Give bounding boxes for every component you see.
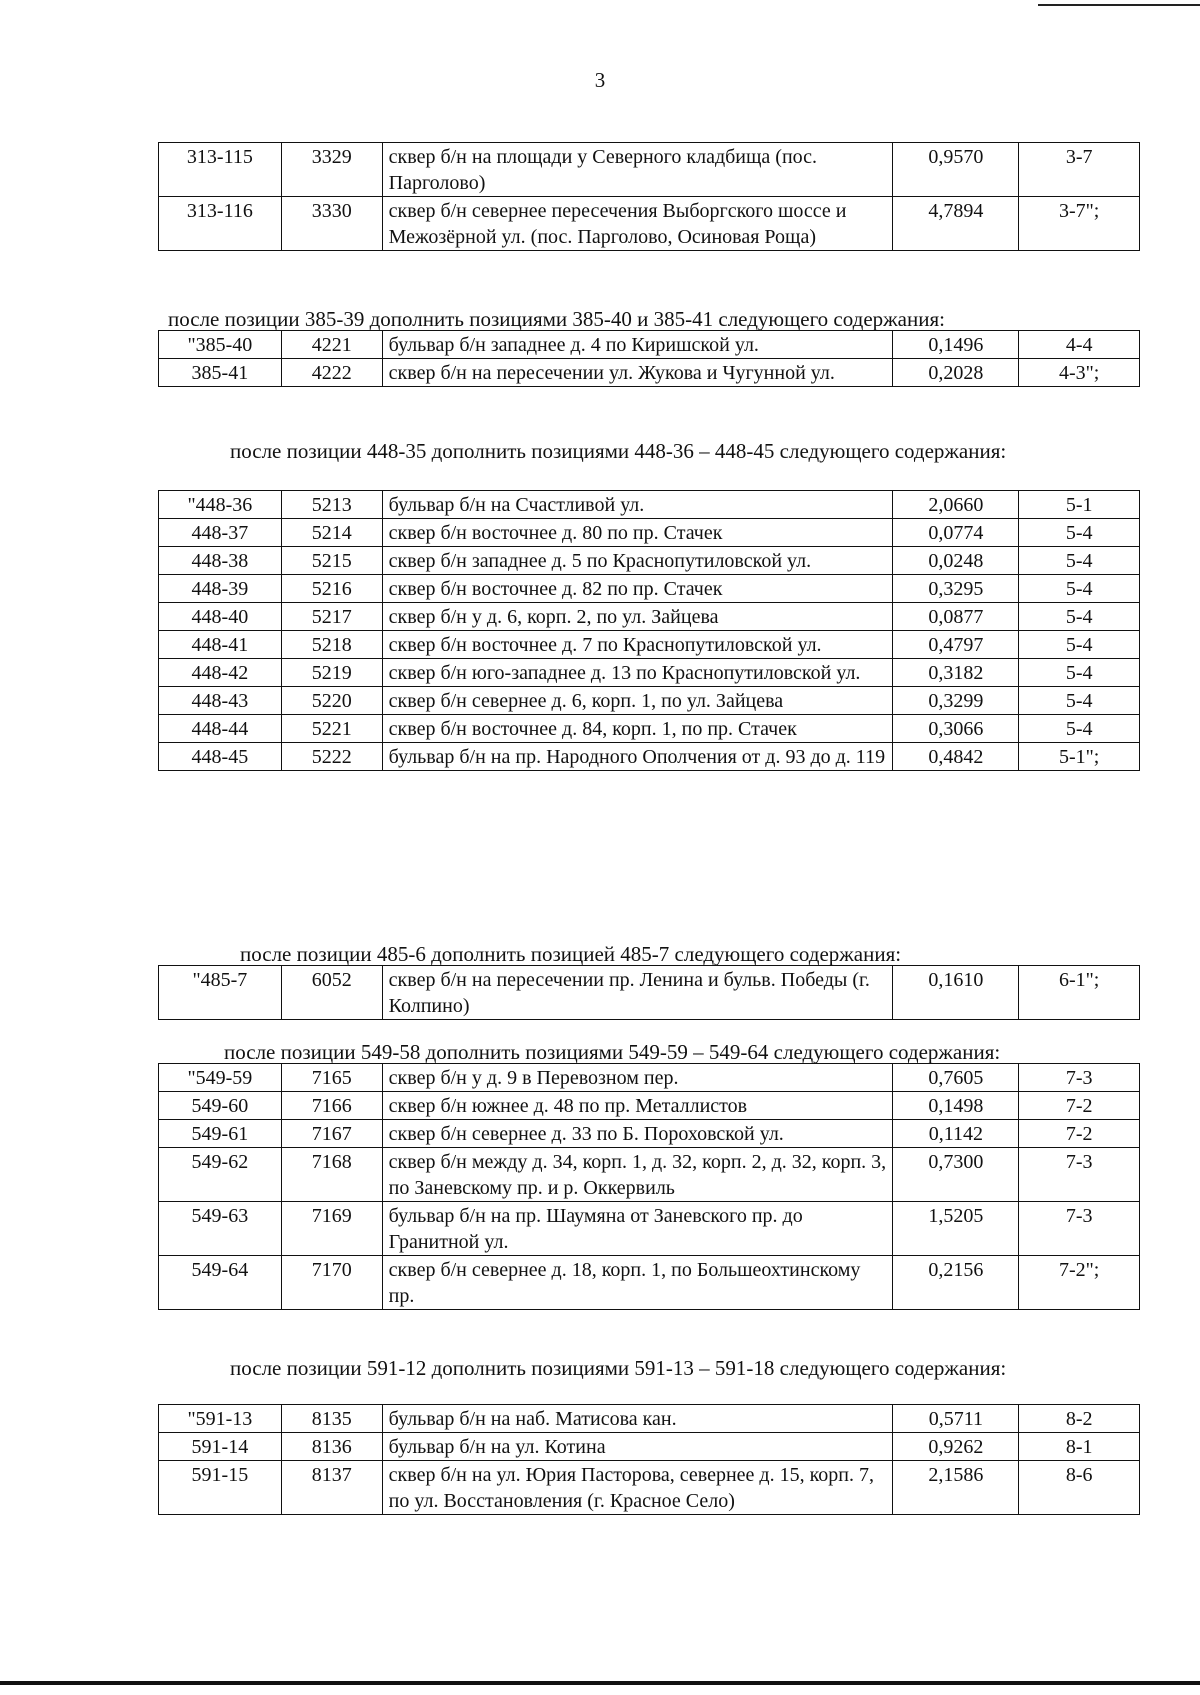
position-cell: 448-42 [159, 659, 282, 687]
table-row [159, 575, 1140, 603]
object-name-cell: бульвар б/н на пр. Шаумяна от Заневского пр. до Гранитной ул. [382, 1202, 893, 1256]
area-cell: 0,0248 [893, 547, 1019, 575]
area-cell: 2,0660 [893, 491, 1019, 519]
zone-cell: 5-4 [1019, 715, 1140, 743]
position-cell: 448-38 [159, 547, 282, 575]
object-number-cell: 7169 [281, 1202, 382, 1256]
object-name-cell: сквер б/н севернее д. 18, корп. 1, по Большеохтинскому пр. [382, 1256, 893, 1310]
object-number-cell: 5222 [281, 743, 382, 771]
object-name-cell: сквер б/н восточнее д. 80 по пр. Стачек [382, 519, 893, 547]
position-cell: 448-40 [159, 603, 282, 631]
object-name-cell: бульвар б/н на Счастливой ул. [382, 491, 893, 519]
object-name-cell: сквер б/н у д. 6, корп. 2, по ул. Зайцева [382, 603, 893, 631]
area-cell: 0,3295 [893, 575, 1019, 603]
area-cell: 0,9570 [893, 143, 1019, 197]
page-number: 3 [594, 68, 606, 92]
area-cell: 0,1142 [893, 1120, 1019, 1148]
zone-cell: 5-4 [1019, 603, 1140, 631]
positions-table-1 [158, 142, 1140, 251]
zone-cell: 5-1"; [1019, 743, 1140, 771]
table-row [159, 743, 1140, 771]
zone-cell: 5-4 [1019, 547, 1140, 575]
table-row [159, 519, 1140, 547]
object-number-cell: 5213 [281, 491, 382, 519]
position-cell: 448-45 [159, 743, 282, 771]
bottom-rule [0, 1681, 1200, 1685]
table-row [159, 603, 1140, 631]
area-cell: 0,4842 [893, 743, 1019, 771]
object-name-cell: сквер б/н у д. 9 в Перевозном пер. [382, 1064, 893, 1092]
position-cell: "549-59 [159, 1064, 282, 1092]
object-number-cell: 4221 [281, 331, 382, 359]
zone-cell: 5-4 [1019, 631, 1140, 659]
area-cell: 0,3299 [893, 687, 1019, 715]
table-row [159, 1064, 1140, 1092]
zone-cell: 7-3 [1019, 1064, 1140, 1092]
object-name-cell: сквер б/н севернее д. 6, корп. 1, по ул. Зайцева [382, 687, 893, 715]
table-row [159, 197, 1140, 251]
table-row [159, 1256, 1140, 1310]
position-cell: 313-116 [159, 197, 282, 251]
area-cell: 0,0774 [893, 519, 1019, 547]
object-name-cell: сквер б/н западнее д. 5 по Краснопутиловской ул. [382, 547, 893, 575]
object-name-cell: бульвар б/н на пр. Народного Ополчения от д. 93 до д. 119 [382, 743, 893, 771]
position-cell: "385-40 [159, 331, 282, 359]
top-rule [1038, 4, 1200, 6]
area-cell: 0,2028 [893, 359, 1019, 387]
position-cell: "485-7 [159, 966, 282, 1020]
area-cell: 0,1610 [893, 966, 1019, 1020]
position-cell: 313-115 [159, 143, 282, 197]
position-cell: 385-41 [159, 359, 282, 387]
object-number-cell: 5215 [281, 547, 382, 575]
object-number-cell: 5218 [281, 631, 382, 659]
object-number-cell: 3330 [281, 197, 382, 251]
instruction-note: после позиции 549-58 дополнить позициями 549-59 – 549-64 следующего содержания: [224, 1040, 1001, 1064]
area-cell: 0,0877 [893, 603, 1019, 631]
area-cell: 0,3182 [893, 659, 1019, 687]
area-cell: 0,7605 [893, 1064, 1019, 1092]
table-row [159, 1461, 1140, 1515]
object-name-cell: сквер б/н южнее д. 48 по пр. Металлистов [382, 1092, 893, 1120]
table-row [159, 1148, 1140, 1202]
table-row [159, 1092, 1140, 1120]
zone-cell: 3-7"; [1019, 197, 1140, 251]
object-name-cell: бульвар б/н на наб. Матисова кан. [382, 1405, 893, 1433]
table-row [159, 1120, 1140, 1148]
object-name-cell: сквер б/н юго-западнее д. 13 по Краснопутиловской ул. [382, 659, 893, 687]
object-number-cell: 8137 [281, 1461, 382, 1515]
zone-cell: 7-2 [1019, 1120, 1140, 1148]
zone-cell: 8-1 [1019, 1433, 1140, 1461]
area-cell: 4,7894 [893, 197, 1019, 251]
zone-cell: 8-6 [1019, 1461, 1140, 1515]
position-cell: 549-61 [159, 1120, 282, 1148]
zone-cell: 7-3 [1019, 1148, 1140, 1202]
positions-table-6 [158, 1404, 1140, 1515]
zone-cell: 8-2 [1019, 1405, 1140, 1433]
table-row [159, 331, 1140, 359]
object-name-cell: сквер б/н восточнее д. 82 по пр. Стачек [382, 575, 893, 603]
table-row [159, 143, 1140, 197]
zone-cell: 7-2"; [1019, 1256, 1140, 1310]
area-cell: 0,4797 [893, 631, 1019, 659]
table-row [159, 659, 1140, 687]
zone-cell: 6-1"; [1019, 966, 1140, 1020]
object-number-cell: 6052 [281, 966, 382, 1020]
object-number-cell: 7166 [281, 1092, 382, 1120]
position-cell: 448-43 [159, 687, 282, 715]
object-number-cell: 7170 [281, 1256, 382, 1310]
area-cell: 0,5711 [893, 1405, 1019, 1433]
object-number-cell: 7167 [281, 1120, 382, 1148]
zone-cell: 5-4 [1019, 575, 1140, 603]
zone-cell: 4-3"; [1019, 359, 1140, 387]
table-row [159, 491, 1140, 519]
object-number-cell: 8136 [281, 1433, 382, 1461]
position-cell: 448-39 [159, 575, 282, 603]
zone-cell: 3-7 [1019, 143, 1140, 197]
object-name-cell: сквер б/н на пересечении ул. Жукова и Чугунной ул. [382, 359, 893, 387]
object-number-cell: 3329 [281, 143, 382, 197]
area-cell: 0,3066 [893, 715, 1019, 743]
object-name-cell: бульвар б/н западнее д. 4 по Киришской ул. [382, 331, 893, 359]
area-cell: 0,7300 [893, 1148, 1019, 1202]
position-cell: "591-13 [159, 1405, 282, 1433]
positions-table-3 [158, 490, 1140, 771]
table-row [159, 1202, 1140, 1256]
zone-cell: 5-4 [1019, 687, 1140, 715]
position-cell: 591-14 [159, 1433, 282, 1461]
area-cell: 0,9262 [893, 1433, 1019, 1461]
object-name-cell: сквер б/н восточнее д. 84, корп. 1, по пр. Стачек [382, 715, 893, 743]
table-row [159, 547, 1140, 575]
object-number-cell: 7165 [281, 1064, 382, 1092]
object-number-cell: 8135 [281, 1405, 382, 1433]
object-number-cell: 5221 [281, 715, 382, 743]
object-name-cell: сквер б/н восточнее д. 7 по Краснопутиловской ул. [382, 631, 893, 659]
object-number-cell: 5216 [281, 575, 382, 603]
position-cell: "448-36 [159, 491, 282, 519]
position-cell: 549-60 [159, 1092, 282, 1120]
zone-cell: 7-2 [1019, 1092, 1140, 1120]
instruction-note: после позиции 485-6 дополнить позицией 485-7 следующего содержания: [240, 942, 902, 966]
object-name-cell: сквер б/н севернее д. 33 по Б. Пороховской ул. [382, 1120, 893, 1148]
object-number-cell: 5220 [281, 687, 382, 715]
object-number-cell: 4222 [281, 359, 382, 387]
instruction-note: после позиции 591-12 дополнить позициями 591-13 – 591-18 следующего содержания: [230, 1356, 1007, 1380]
position-cell: 591-15 [159, 1461, 282, 1515]
table-row [159, 1433, 1140, 1461]
object-number-cell: 5219 [281, 659, 382, 687]
object-name-cell: сквер б/н между д. 34, корп. 1, д. 32, корп. 2, д. 32, корп. 3, по Заневскому пр. и р. Оккервиль [382, 1148, 893, 1202]
table-row [159, 966, 1140, 1020]
object-number-cell: 5214 [281, 519, 382, 547]
object-name-cell: бульвар б/н на ул. Котина [382, 1433, 893, 1461]
position-cell: 448-37 [159, 519, 282, 547]
zone-cell: 5-4 [1019, 519, 1140, 547]
object-number-cell: 7168 [281, 1148, 382, 1202]
position-cell: 448-41 [159, 631, 282, 659]
area-cell: 0,1496 [893, 331, 1019, 359]
object-number-cell: 5217 [281, 603, 382, 631]
zone-cell: 5-4 [1019, 659, 1140, 687]
area-cell: 0,1498 [893, 1092, 1019, 1120]
area-cell: 1,5205 [893, 1202, 1019, 1256]
table-row [159, 1405, 1140, 1433]
position-cell: 549-64 [159, 1256, 282, 1310]
table-row [159, 359, 1140, 387]
position-cell: 448-44 [159, 715, 282, 743]
table-row [159, 715, 1140, 743]
zone-cell: 5-1 [1019, 491, 1140, 519]
positions-table-2 [158, 330, 1140, 387]
positions-table-5 [158, 1063, 1140, 1310]
position-cell: 549-62 [159, 1148, 282, 1202]
object-name-cell: сквер б/н на площади у Северного кладбища (пос. Парголово) [382, 143, 893, 197]
object-name-cell: сквер б/н на ул. Юрия Пасторова, севернее д. 15, корп. 7, по ул. Восстановления (г. Красное Село) [382, 1461, 893, 1515]
table-row [159, 687, 1140, 715]
area-cell: 2,1586 [893, 1461, 1019, 1515]
zone-cell: 4-4 [1019, 331, 1140, 359]
positions-table-4 [158, 965, 1140, 1020]
object-name-cell: сквер б/н севернее пересечения Выборгского шоссе и Межозёрной ул. (пос. Парголово, Осиновая Роща) [382, 197, 893, 251]
object-name-cell: сквер б/н на пересечении пр. Ленина и бульв. Победы (г. Колпино) [382, 966, 893, 1020]
table-row [159, 631, 1140, 659]
zone-cell: 7-3 [1019, 1202, 1140, 1256]
position-cell: 549-63 [159, 1202, 282, 1256]
instruction-note: после позиции 385-39 дополнить позициями 385-40 и 385-41 следующего содержания: [168, 307, 945, 331]
area-cell: 0,2156 [893, 1256, 1019, 1310]
instruction-note: после позиции 448-35 дополнить позициями 448-36 – 448-45 следующего содержания: [230, 439, 1007, 463]
